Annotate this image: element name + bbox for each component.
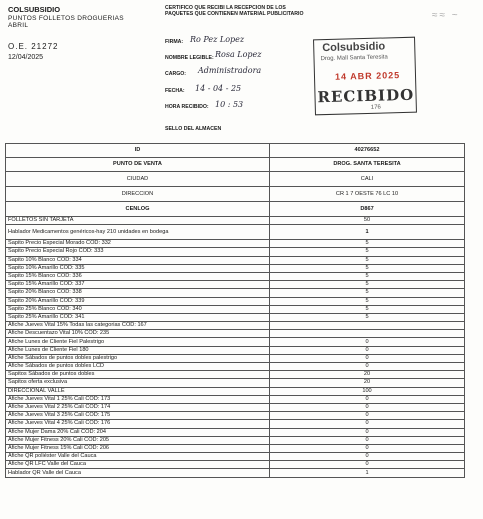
item-quantity: 5	[270, 240, 465, 248]
item-quantity: 0	[270, 395, 465, 403]
info-row	[6, 172, 465, 187]
item-quantity: 0	[270, 412, 465, 420]
item-quantity: 0	[270, 461, 465, 469]
item-label: FOLLETOS SIN TARJETA	[6, 217, 270, 225]
table-row	[6, 453, 465, 461]
table-row	[6, 338, 465, 346]
table-row	[6, 412, 465, 420]
table-row	[6, 240, 465, 248]
item-quantity: 0	[270, 444, 465, 452]
info-row	[6, 187, 465, 202]
table-row	[6, 281, 465, 289]
stamp-status: RECIBIDO	[317, 85, 415, 107]
table-row	[6, 371, 465, 379]
item-label: Afiche Jueves Vital 3 25% Cali COD: 175	[6, 412, 270, 420]
item-label: Sapito 15% Blanco COD: 336	[6, 272, 270, 280]
item-quantity: 0	[270, 363, 465, 371]
document-date: 12/04/2025	[8, 54, 44, 62]
item-quantity: 5	[270, 248, 465, 256]
table-row	[6, 444, 465, 452]
stamp-brand: Colsubsidio	[322, 40, 386, 55]
item-label: Afiche Jueves Vital 4 25% Cali COD: 176	[6, 420, 270, 428]
received-stamp	[313, 37, 417, 116]
item-quantity: 0	[270, 453, 465, 461]
item-label: Afiche Jueves Vital 2 25% Cali COD: 174	[6, 403, 270, 411]
table-row	[6, 225, 465, 240]
signature-value: Ro Pez Lopez	[190, 35, 245, 44]
item-label: Sapito 20% Blanco COD: 338	[6, 289, 270, 297]
item-label: Sapito 15% Amarillo COD: 337	[6, 281, 270, 289]
table-row	[6, 305, 465, 313]
date-value: 14 - 04 - 25	[195, 84, 242, 93]
table-row	[6, 387, 465, 395]
table-row	[6, 217, 465, 225]
company-block	[8, 6, 138, 62]
table-row	[6, 256, 465, 264]
header-value: 40276652	[270, 144, 465, 158]
table-row	[6, 289, 465, 297]
stamp-store: Drog. Mall Santa Teresita	[320, 54, 388, 63]
item-label: Sapito Precio Especial Rojo COD: 333	[6, 248, 270, 256]
item-quantity: 20	[270, 379, 465, 387]
table-row	[6, 420, 465, 428]
time-label: HORA RECIBIDO:	[165, 104, 209, 110]
table-row	[6, 354, 465, 362]
item-quantity: 5	[270, 297, 465, 305]
info-row	[6, 202, 465, 217]
name-value: Rosa Lopez	[215, 50, 262, 59]
table-row	[6, 363, 465, 371]
item-label: Afiche Descuentazo Vital 10% COD: 235	[6, 330, 270, 338]
item-label: Sapito 20% Amarillo COD: 339	[6, 297, 270, 305]
time-value: 10 : 53	[215, 100, 244, 109]
item-label: Afiche Mujer Fitness 15% Cali COD: 206	[6, 444, 270, 452]
item-label: Sapito 10% Amarillo COD: 335	[6, 264, 270, 272]
item-quantity: 5	[270, 264, 465, 272]
item-label: Afiche Lunes de Cliente Fiel Palestrigo	[6, 338, 270, 346]
name-label: NOMBRE LEGIBLE:	[165, 55, 214, 61]
info-value: CALI	[270, 172, 465, 187]
info-label: CIUDAD	[6, 172, 270, 187]
table-row	[6, 330, 465, 338]
table-row	[6, 469, 465, 477]
item-quantity: 1	[270, 225, 465, 240]
date-label: FECHA:	[165, 88, 185, 94]
table-row	[6, 379, 465, 387]
item-quantity: 5	[270, 289, 465, 297]
position-label: CARGO:	[165, 71, 187, 77]
table-row	[6, 461, 465, 469]
item-quantity: 0	[270, 436, 465, 444]
info-label: DIRECCION	[6, 187, 270, 202]
info-value: DROG. SANTA TERESITA	[270, 158, 465, 172]
info-row	[6, 158, 465, 172]
info-label: CENLOG	[6, 202, 270, 217]
company-subtitle: PUNTOS FOLLETOS DROGUERIAS ABRIL	[8, 15, 124, 30]
item-quantity: 1	[270, 469, 465, 477]
item-label: Sapito 25% Amarillo COD: 341	[6, 313, 270, 321]
table-row	[6, 395, 465, 403]
item-quantity: 0	[270, 346, 465, 354]
item-quantity: 50	[270, 217, 465, 225]
signature-label: FIRMA:	[165, 39, 184, 45]
table-row	[6, 436, 465, 444]
table-row	[6, 264, 465, 272]
item-label: Afiche Lunes de Cliente Fiel 180	[6, 346, 270, 354]
item-label: Afiche QR LFC Valle del Cauca	[6, 461, 270, 469]
item-quantity: 0	[270, 403, 465, 411]
item-quantity: 20	[270, 371, 465, 379]
certification-text: CERTIFICO QUE RECIBI LA RECEPCION DE LOS PAQUETES QUE CONTIENEN MATERIAL PUBLICITARIO	[165, 5, 304, 17]
table-row	[6, 403, 465, 411]
order-code: O.E. 21272	[8, 41, 59, 51]
item-label: Sapitos Sábados de puntos dobles	[6, 371, 270, 379]
delivery-table	[5, 143, 465, 478]
position-value: Administradora	[198, 66, 262, 75]
header-label: ID	[6, 144, 270, 158]
info-value: D867	[270, 202, 465, 217]
item-label: Sapito 10% Blanco COD: 334	[6, 256, 270, 264]
item-quantity: 0	[270, 354, 465, 362]
item-quantity: 0	[270, 338, 465, 346]
item-label: Afiche Jueves Vital 15% Todas las categorias COD: 167	[6, 322, 270, 330]
item-label: Afiche Jueves Vital 1 25% Cali COD: 173	[6, 395, 270, 403]
table-row	[6, 248, 465, 256]
item-quantity: 5	[270, 305, 465, 313]
seal-label: SELLO DEL ALMACEN	[165, 126, 222, 132]
item-label: Afiche Mujer Dama 20% Cali COD: 204	[6, 428, 270, 436]
info-value: CR 1 7 OESTE 76 LC 10	[270, 187, 465, 202]
table-header-row	[6, 144, 465, 158]
item-label: Afiche Mujer Fitness 20% Cali COD: 205	[6, 436, 270, 444]
item-quantity: 5	[270, 313, 465, 321]
item-quantity: 5	[270, 281, 465, 289]
stamp-code: 176	[370, 104, 381, 111]
item-label: Sapitos oferta exclusiva	[6, 379, 270, 387]
item-quantity: 100	[270, 387, 465, 395]
item-quantity: 5	[270, 272, 465, 280]
item-quantity: 0	[270, 428, 465, 436]
table-row	[6, 346, 465, 354]
corner-scribble: ≈≈ ~	[432, 10, 460, 21]
table-row	[6, 322, 465, 330]
table-row	[6, 272, 465, 280]
table-row	[6, 297, 465, 305]
item-quantity	[270, 330, 465, 338]
item-label: Sapito 25% Blanco COD: 340	[6, 305, 270, 313]
item-label: Afiche QR poliéster Valle del Cauca	[6, 453, 270, 461]
info-label: PUNTO DE VENTA	[6, 158, 270, 172]
item-label: Hablador Medicamentos genéricos-hay 210 unidades en bodega	[6, 225, 270, 240]
table-row	[6, 313, 465, 321]
table-row	[6, 428, 465, 436]
item-quantity: 0	[270, 420, 465, 428]
item-label: Afiche Sábados de puntos dobles palestrigo	[6, 354, 270, 362]
item-quantity: 5	[270, 256, 465, 264]
item-label: Hablador QR Valle del Cauca	[6, 469, 270, 477]
item-label: DIRECCIONAL VALLE	[6, 387, 270, 395]
stamp-date: 14 ABR 2025	[334, 70, 401, 82]
item-label: Afiche Sábados de puntos dobles LCD	[6, 363, 270, 371]
item-quantity	[270, 322, 465, 330]
company-name: COLSUBSIDIO	[8, 5, 61, 14]
item-label: Sapito Precio Especial Morado COD: 332	[6, 240, 270, 248]
